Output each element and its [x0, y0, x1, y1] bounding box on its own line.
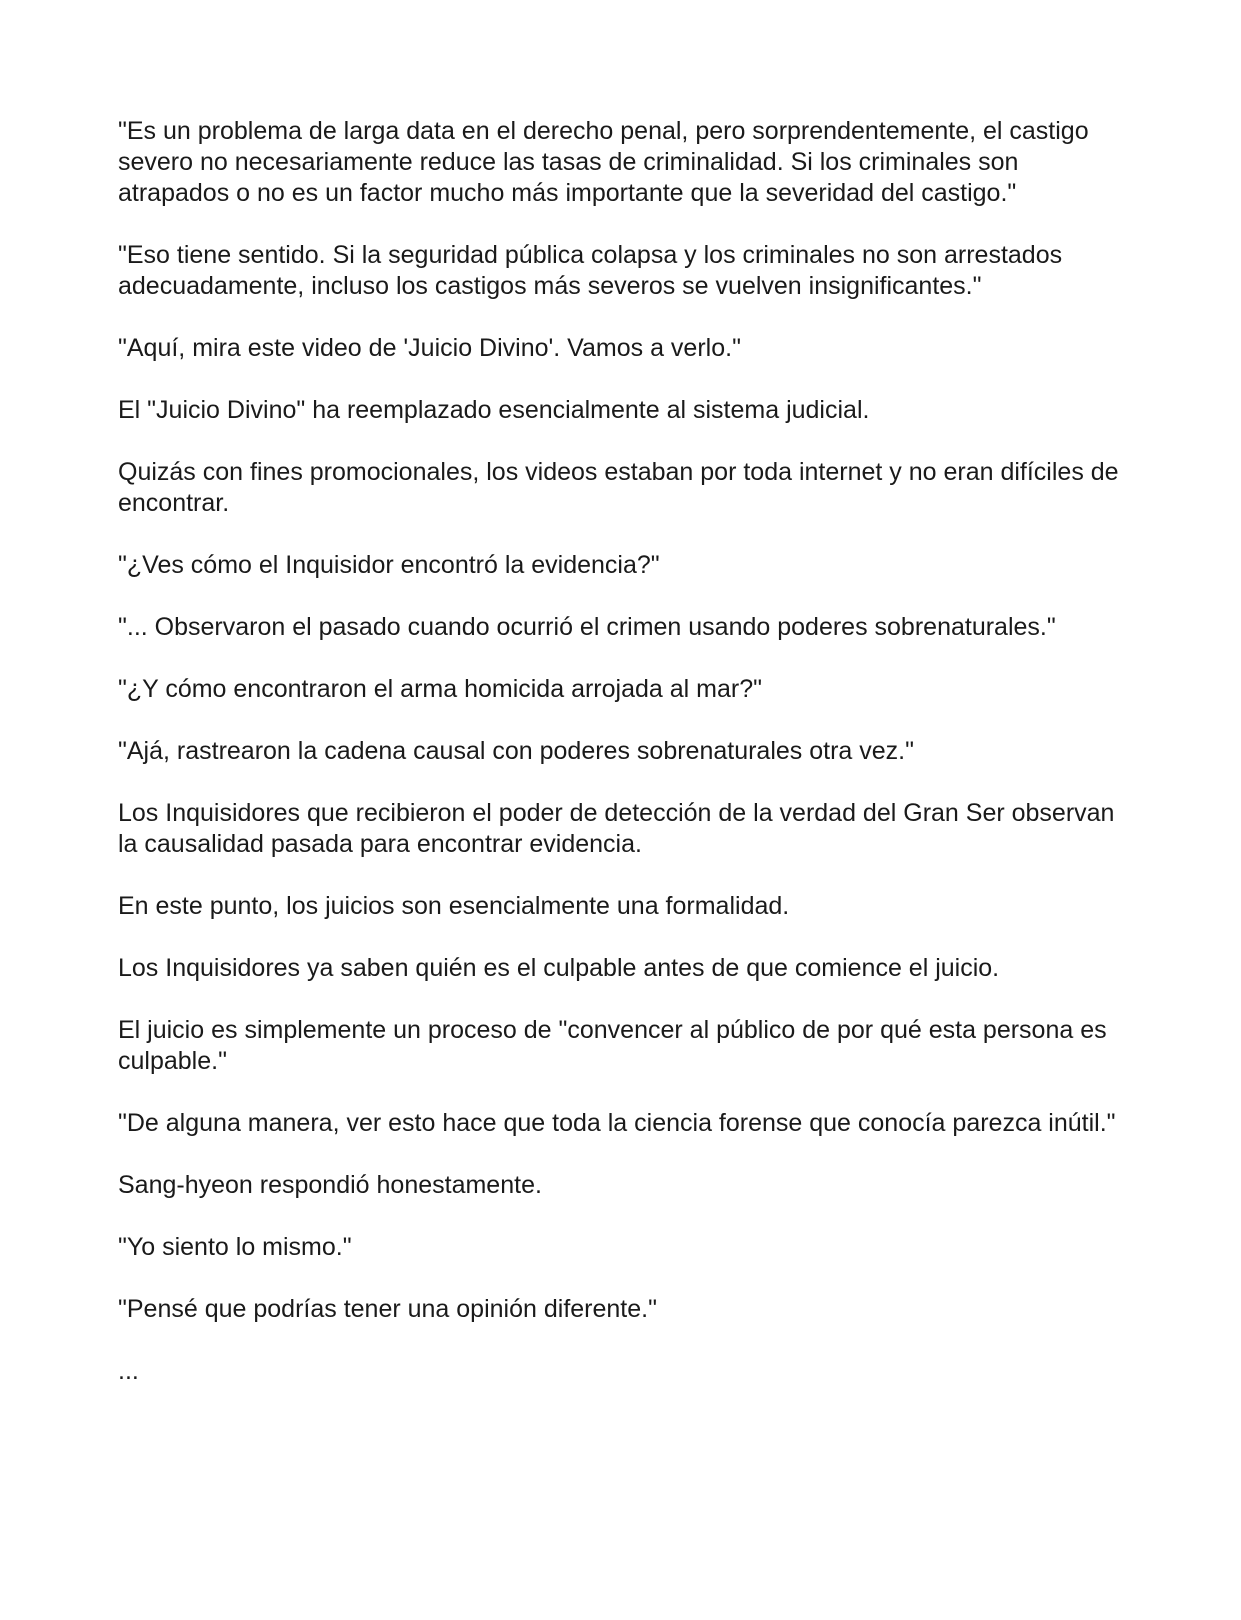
paragraph: El "Juicio Divino" ha reemplazado esencialmente al sistema judicial. — [118, 396, 870, 424]
paragraph: "... Observaron el pasado cuando ocurrió el crimen usando poderes sobrenaturales." — [118, 613, 1056, 641]
paragraph: Los Inquisidores que recibieron el poder de detección de la verdad del Gran Ser observan la causalidad pasada para encontrar evidencia. — [118, 799, 1115, 858]
paragraph: Sang-hyeon respondió honestamente. — [118, 1171, 542, 1199]
paragraph: "¿Y cómo encontraron el arma homicida arrojada al mar?" — [118, 675, 762, 703]
paragraph: "De alguna manera, ver esto hace que toda la ciencia forense que conocía parezca inútil." — [118, 1109, 1116, 1137]
paragraph: Los Inquisidores ya saben quién es el culpable antes de que comience el juicio. — [118, 954, 1000, 982]
paragraph: "Yo siento lo mismo." — [118, 1233, 352, 1261]
paragraph: En este punto, los juicios son esencialmente una formalidad. — [118, 892, 790, 920]
paragraph: "Ajá, rastrearon la cadena causal con poderes sobrenaturales otra vez." — [118, 737, 914, 765]
paragraph: "Aquí, mira este video de 'Juicio Divino'. Vamos a verlo." — [118, 334, 741, 362]
paragraph: "Es un problema de larga data en el derecho penal, pero sorprendentemente, el castigo severo no necesariamente reduce las tasas de criminalidad. Si los criminales son atrapados o no es un factor mucho más importante que la severidad del castigo." — [118, 117, 1089, 207]
paragraph: ... — [118, 1357, 139, 1385]
paragraph: "Pensé que podrías tener una opinión diferente." — [118, 1295, 657, 1323]
paragraph: "Eso tiene sentido. Si la seguridad pública colapsa y los criminales no son arrestados adecuadamente, incluso los castigos más severos se vuelven insignificantes." — [118, 241, 1063, 300]
paragraph: "¿Ves cómo el Inquisidor encontró la evidencia?" — [118, 551, 660, 579]
document-body — [118, 116, 1128, 1418]
paragraph: El juicio es simplemente un proceso de "convencer al público de por qué esta persona es culpable." — [118, 1016, 1107, 1075]
paragraph: Quizás con fines promocionales, los videos estaban por toda internet y no eran difíciles de encontrar. — [118, 458, 1119, 517]
